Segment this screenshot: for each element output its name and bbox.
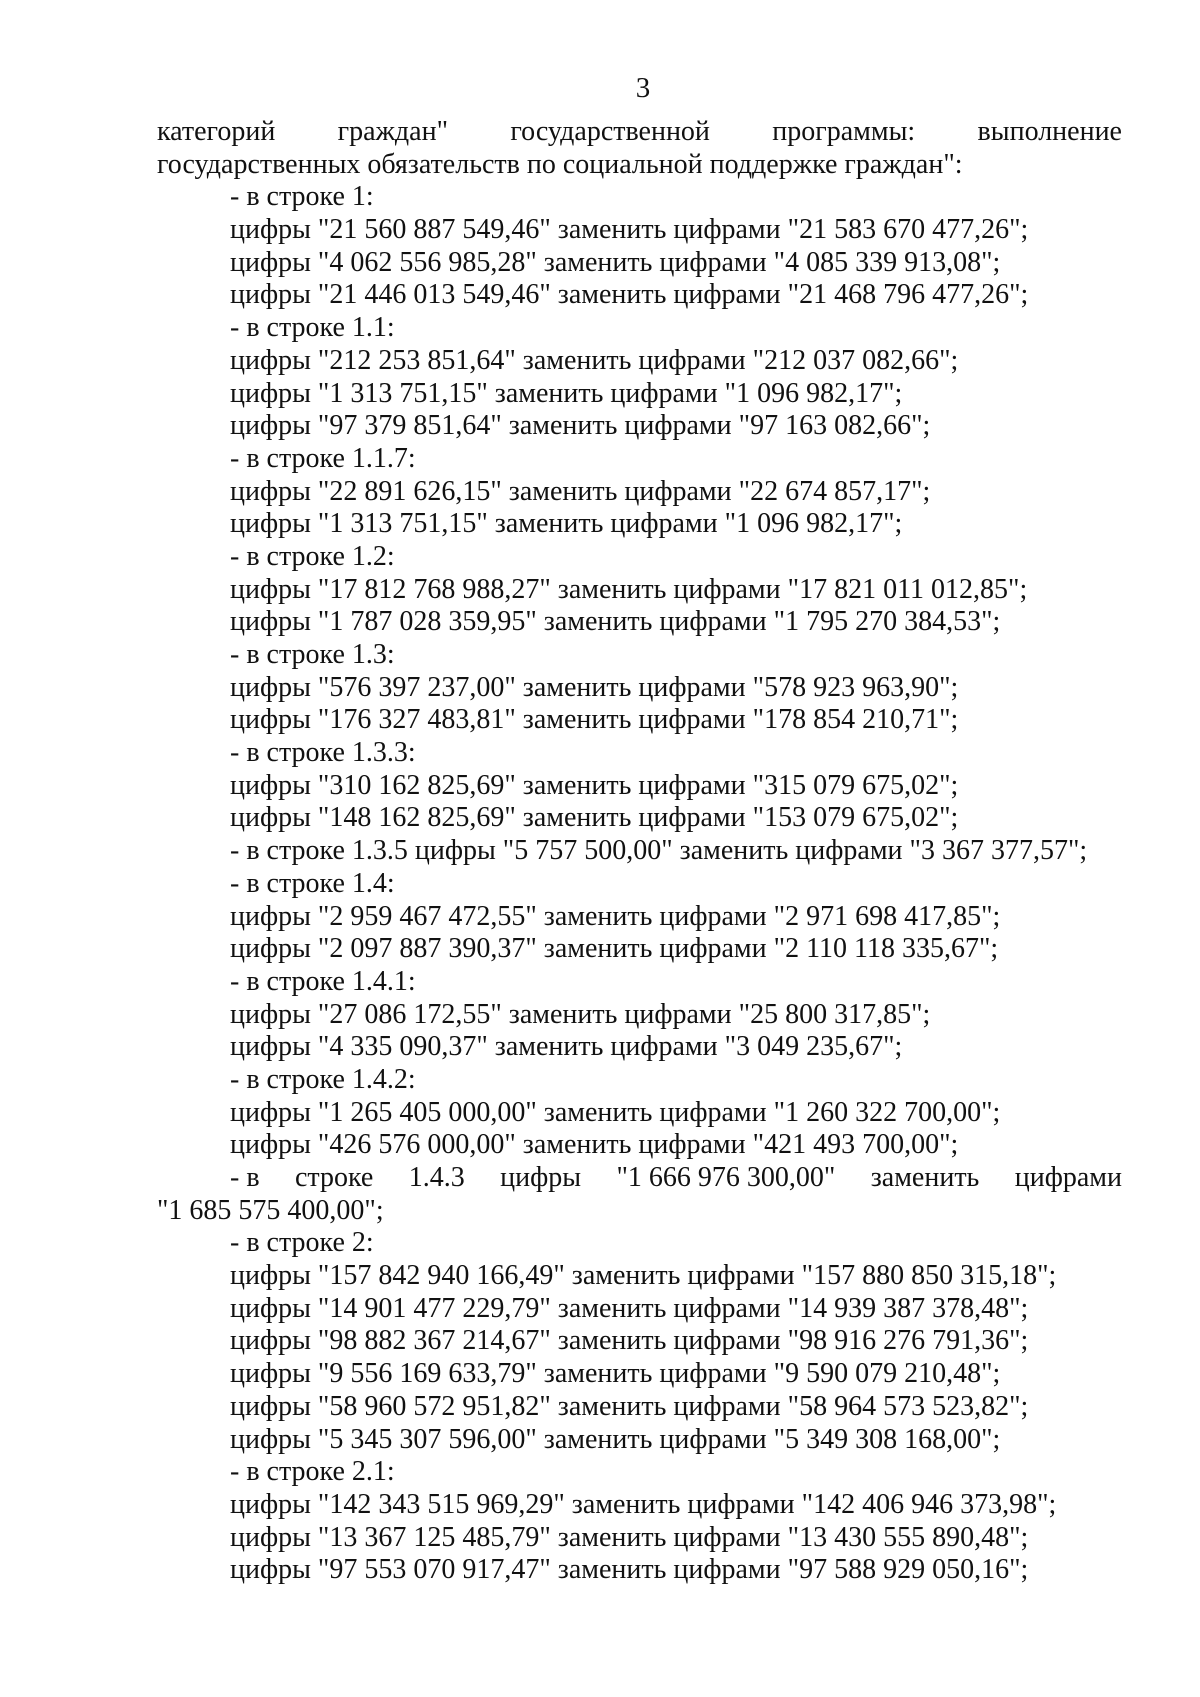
text-line: - в строке 1.2: [230, 540, 395, 572]
wrapped-line-1 [157, 1162, 1122, 1195]
text-line: - в строке 1.1.7: [230, 442, 416, 474]
text-line: цифры "2 959 467 472,55" заменить цифрами "2 971 698 417,85"; [230, 900, 1001, 932]
wrapped-word: - в [230, 1162, 260, 1193]
text-line: цифры "97 553 070 917,47" заменить цифрами "97 588 929 050,16"; [230, 1554, 1029, 1586]
text-line: - в строке 2.1: [230, 1456, 395, 1488]
text-line: цифры "17 812 768 988,27" заменить цифрами "17 821 011 012,85"; [230, 573, 1028, 605]
wrapped-word: "1 666 976 300,00" [616, 1162, 836, 1193]
wrapped-word: 1.4.3 [408, 1162, 465, 1193]
text-line: цифры "97 379 851,64" заменить цифрами "97 163 082,66"; [230, 410, 931, 442]
intro-word: выполнение [977, 116, 1122, 147]
intro-word: граждан" [337, 116, 449, 147]
text-line: цифры "9 556 169 633,79" заменить цифрами "9 590 079 210,48"; [230, 1358, 1001, 1390]
text-line: цифры "310 162 825,69" заменить цифрами "315 079 675,02"; [230, 769, 959, 801]
text-line: цифры "157 842 940 166,49" заменить цифрами "157 880 850 315,18"; [230, 1260, 1057, 1292]
text-line: цифры "426 576 000,00" заменить цифрами "421 493 700,00"; [230, 1129, 959, 1161]
text-line: цифры "176 327 483,81" заменить цифрами "178 854 210,71"; [230, 704, 959, 736]
text-line: цифры "142 343 515 969,29" заменить цифрами "142 406 946 373,98"; [230, 1488, 1057, 1520]
text-line: цифры "58 960 572 951,82" заменить цифрами "58 964 573 523,82"; [230, 1390, 1029, 1422]
intro-word: категорий [157, 116, 276, 147]
text-line: цифры "5 345 307 596,00" заменить цифрами "5 349 308 168,00"; [230, 1423, 1001, 1455]
text-line: цифры "212 253 851,64" заменить цифрами "212 037 082,66"; [230, 344, 959, 376]
text-line: цифры "576 397 237,00" заменить цифрами "578 923 963,90"; [230, 671, 959, 703]
text-line: - в строке 1.4.1: [230, 965, 416, 997]
text-line: цифры "27 086 172,55" заменить цифрами "25 800 317,85"; [230, 998, 931, 1030]
text-line: цифры "98 882 367 214,67" заменить цифрами "98 916 276 791,36"; [230, 1325, 1029, 1357]
text-line: - в строке 2: [230, 1227, 374, 1259]
document-body [157, 116, 1122, 1587]
text-line: цифры "1 313 751,15" заменить цифрами "1 096 982,17"; [230, 377, 903, 409]
wrapped-line-2: "1 685 575 400,00"; [157, 1194, 384, 1226]
text-line: цифры "4 062 556 985,28" заменить цифрами "4 085 339 913,08"; [230, 246, 1001, 278]
text-line: - в строке 1.1: [230, 312, 395, 344]
intro-line-2: государственных обязательств по социальной поддержке граждан": [157, 148, 963, 180]
text-line: - в строке 1: [230, 181, 374, 213]
text-line: - в строке 1.4.2: [230, 1063, 416, 1095]
text-line: цифры "1 787 028 359,95" заменить цифрами "1 795 270 384,53"; [230, 606, 1001, 638]
text-line: - в строке 1.3.3: [230, 737, 416, 769]
intro-word: государственной [510, 116, 710, 147]
wrapped-word: строке [294, 1162, 374, 1193]
wrapped-word: заменить [870, 1162, 980, 1193]
wrapped-word: цифры [500, 1162, 582, 1193]
text-line: цифры "2 097 887 390,37" заменить цифрами "2 110 118 335,67"; [230, 933, 999, 965]
text-line: цифры "21 446 013 549,46" заменить цифрами "21 468 796 477,26"; [230, 279, 1029, 311]
text-line: цифры "13 367 125 485,79" заменить цифрами "13 430 555 890,48"; [230, 1521, 1029, 1553]
page-number: 3 [635, 72, 651, 104]
wrapped-word: цифрами [1014, 1162, 1122, 1193]
text-line: цифры "148 162 825,69" заменить цифрами "153 079 675,02"; [230, 802, 959, 834]
intro-word: программы: [772, 116, 916, 147]
text-line: цифры "1 265 405 000,00" заменить цифрами "1 260 322 700,00"; [230, 1096, 1001, 1128]
text-line: цифры "22 891 626,15" заменить цифрами "22 674 857,17"; [230, 475, 931, 507]
intro-line-1 [157, 116, 1122, 149]
text-line: цифры "21 560 887 549,46" заменить цифрами "21 583 670 477,26"; [230, 214, 1029, 246]
text-line: - в строке 1.3: [230, 639, 395, 670]
text-line: цифры "14 901 477 229,79" заменить цифрами "14 939 387 378,48"; [230, 1292, 1029, 1324]
text-line: цифры "4 335 090,37" заменить цифрами "3 049 235,67"; [230, 1031, 903, 1063]
text-line: - в строке 1.3.5 цифры "5 757 500,00" заменить цифрами "3 367 377,57"; [230, 835, 1088, 867]
text-line: - в строке 1.4: [230, 867, 395, 899]
text-line: цифры "1 313 751,15" заменить цифрами "1 096 982,17"; [230, 508, 903, 540]
